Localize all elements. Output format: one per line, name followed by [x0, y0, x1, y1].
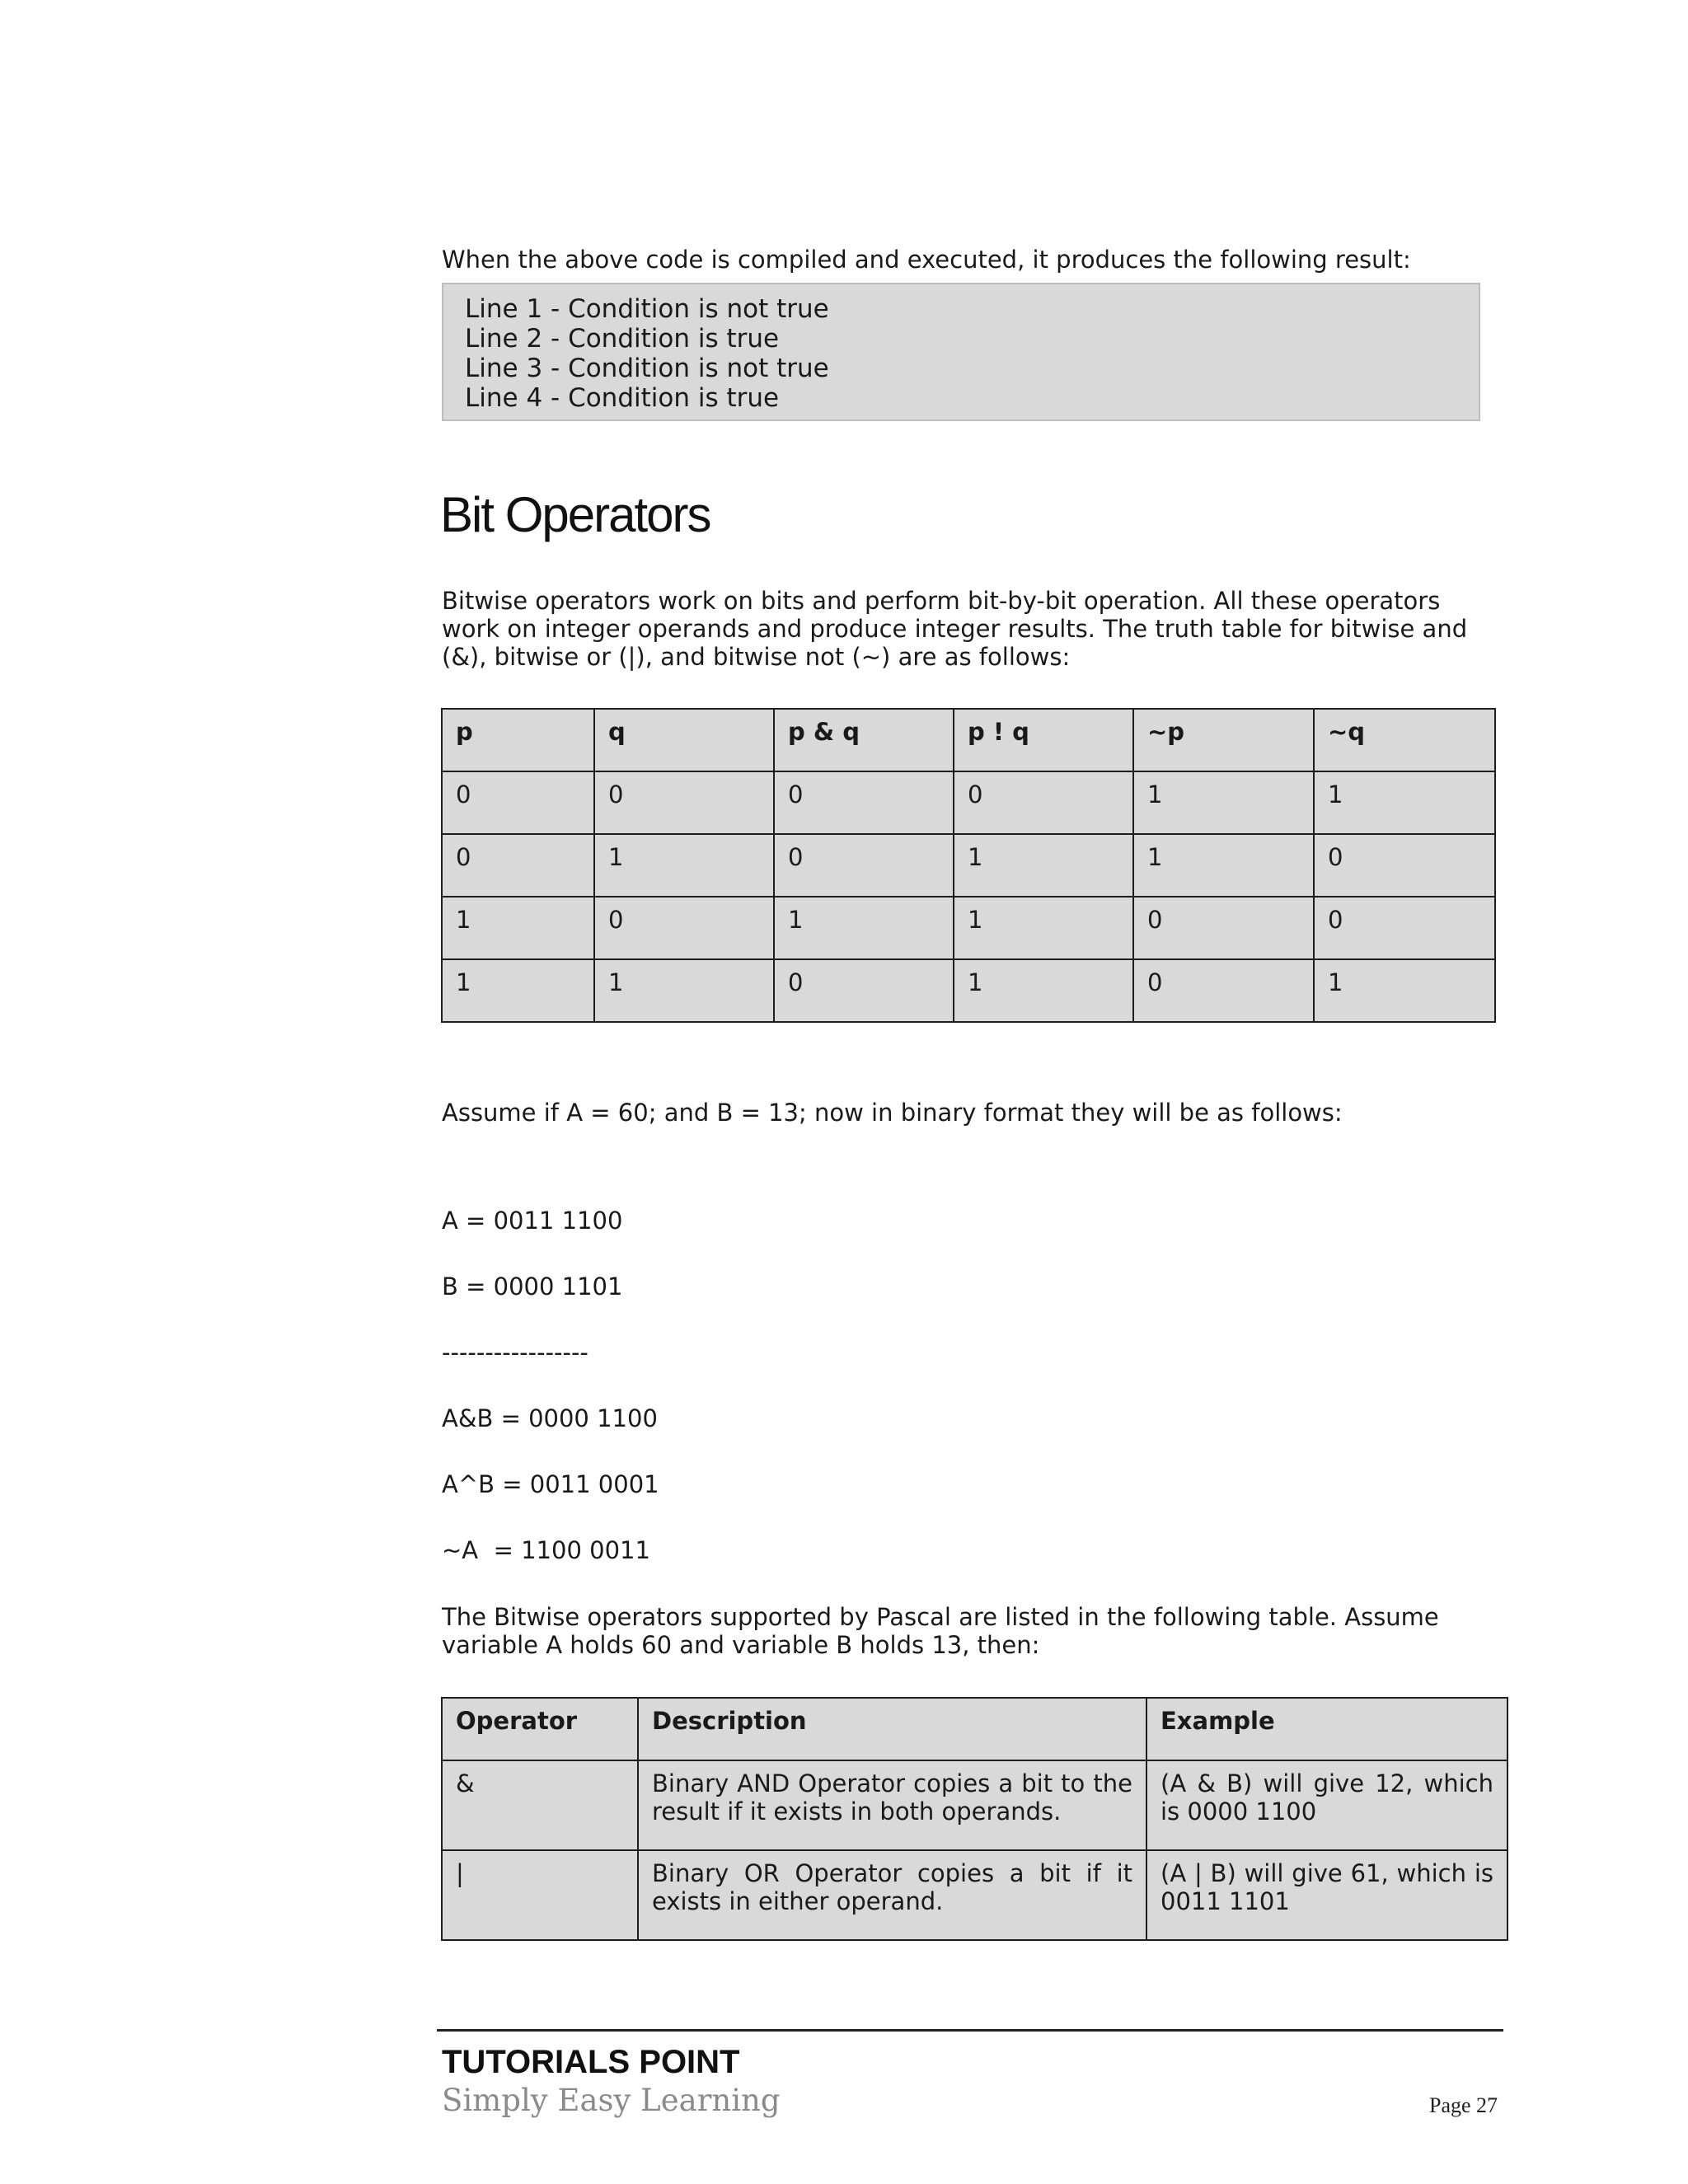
header-cell: q [594, 709, 774, 771]
table-cell: 1 [954, 897, 1133, 959]
description-paragraph: Bitwise operators work on bits and perform bit-by-bit operation. All these operators work on integer operands and produce integer results. The truth table for bitwise and (&), bitwise or (|), and bitwise not (~) are as follows: [442, 587, 1468, 671]
footer-brand: TUTORIALS POINT [442, 2044, 740, 2080]
table-cell: 1 [1133, 771, 1314, 834]
output-line: Line 2 - Condition is true [465, 324, 780, 354]
table-row [442, 1760, 1507, 1850]
footer-tagline: Simply Easy Learning [442, 2083, 781, 2118]
table-cell: 0 [594, 771, 774, 834]
intro-text: When the above code is compiled and executed, it produces the following result: [442, 246, 1411, 274]
table-cell: 0 [774, 959, 954, 1022]
table-cell: 0 [774, 771, 954, 834]
binary-line: ~A = 1100 0011 [442, 1536, 650, 1564]
table-cell: Binary AND Operator copies a bit to the result if it exists in both operands. [638, 1760, 1146, 1850]
binary-line: A&B = 0000 1100 [442, 1404, 658, 1432]
header-cell: p & q [774, 709, 954, 771]
operators-table [441, 1697, 1508, 1941]
table-cell: 1 [1314, 771, 1495, 834]
table-row [442, 897, 1495, 959]
table-cell: 1 [442, 959, 594, 1022]
header-cell: Operator [442, 1698, 638, 1760]
table-cell: 1 [594, 959, 774, 1022]
table-row [442, 1850, 1507, 1940]
binary-line: B = 0000 1101 [442, 1272, 623, 1301]
table-cell: & [442, 1760, 638, 1850]
table-cell: 1 [774, 897, 954, 959]
table-row [442, 834, 1495, 897]
header-cell: ~p [1133, 709, 1314, 771]
footer-divider [437, 2029, 1503, 2032]
table-cell: 1 [954, 959, 1133, 1022]
table-cell: 0 [954, 771, 1133, 834]
table-cell: 0 [774, 834, 954, 897]
table-cell: 1 [954, 834, 1133, 897]
header-cell: Example [1146, 1698, 1507, 1760]
table-cell: 0 [1314, 834, 1495, 897]
assume-text: Assume if A = 60; and B = 13; now in binary format they will be as follows: [442, 1099, 1343, 1127]
table-header-row [442, 1698, 1507, 1760]
binary-line: ----------------- [442, 1338, 588, 1366]
table-cell: (A & B) will give 12, which is 0000 1100 [1146, 1760, 1507, 1850]
output-line: Line 1 - Condition is not true [465, 294, 829, 324]
table-cell: 1 [442, 897, 594, 959]
table-cell: 0 [1133, 959, 1314, 1022]
header-cell: p ! q [954, 709, 1133, 771]
table-row [442, 771, 1495, 834]
table-header-row [442, 709, 1495, 771]
table-cell: 1 [1133, 834, 1314, 897]
page-number: Page 27 [1429, 2093, 1498, 2117]
truth-table [441, 708, 1496, 1023]
output-line: Line 4 - Condition is true [465, 383, 780, 413]
table-cell: (A | B) will give 61, which is 0011 1101 [1146, 1850, 1507, 1940]
table-cell: 1 [1314, 959, 1495, 1022]
table-cell: 0 [1133, 897, 1314, 959]
table-cell: Binary OR Operator copies a bit if it exists in either operand. [638, 1850, 1146, 1940]
header-cell: p [442, 709, 594, 771]
header-cell: ~q [1314, 709, 1495, 771]
supported-text: The Bitwise operators supported by Pascal are listed in the following table. Assume variable A holds 60 and variable B holds 13, then: [442, 1603, 1439, 1659]
table-cell: 0 [442, 834, 594, 897]
section-heading: Bit Operators [440, 487, 710, 542]
table-cell: 0 [594, 897, 774, 959]
table-cell: | [442, 1850, 638, 1940]
table-row [442, 959, 1495, 1022]
output-line: Line 3 - Condition is not true [465, 354, 829, 383]
binary-line: A = 0011 1100 [442, 1207, 623, 1235]
table-cell: 1 [594, 834, 774, 897]
table-cell: 0 [1314, 897, 1495, 959]
table-cell: 0 [442, 771, 594, 834]
output-box [442, 283, 1480, 421]
binary-line: A^B = 0011 0001 [442, 1470, 659, 1498]
header-cell: Description [638, 1698, 1146, 1760]
